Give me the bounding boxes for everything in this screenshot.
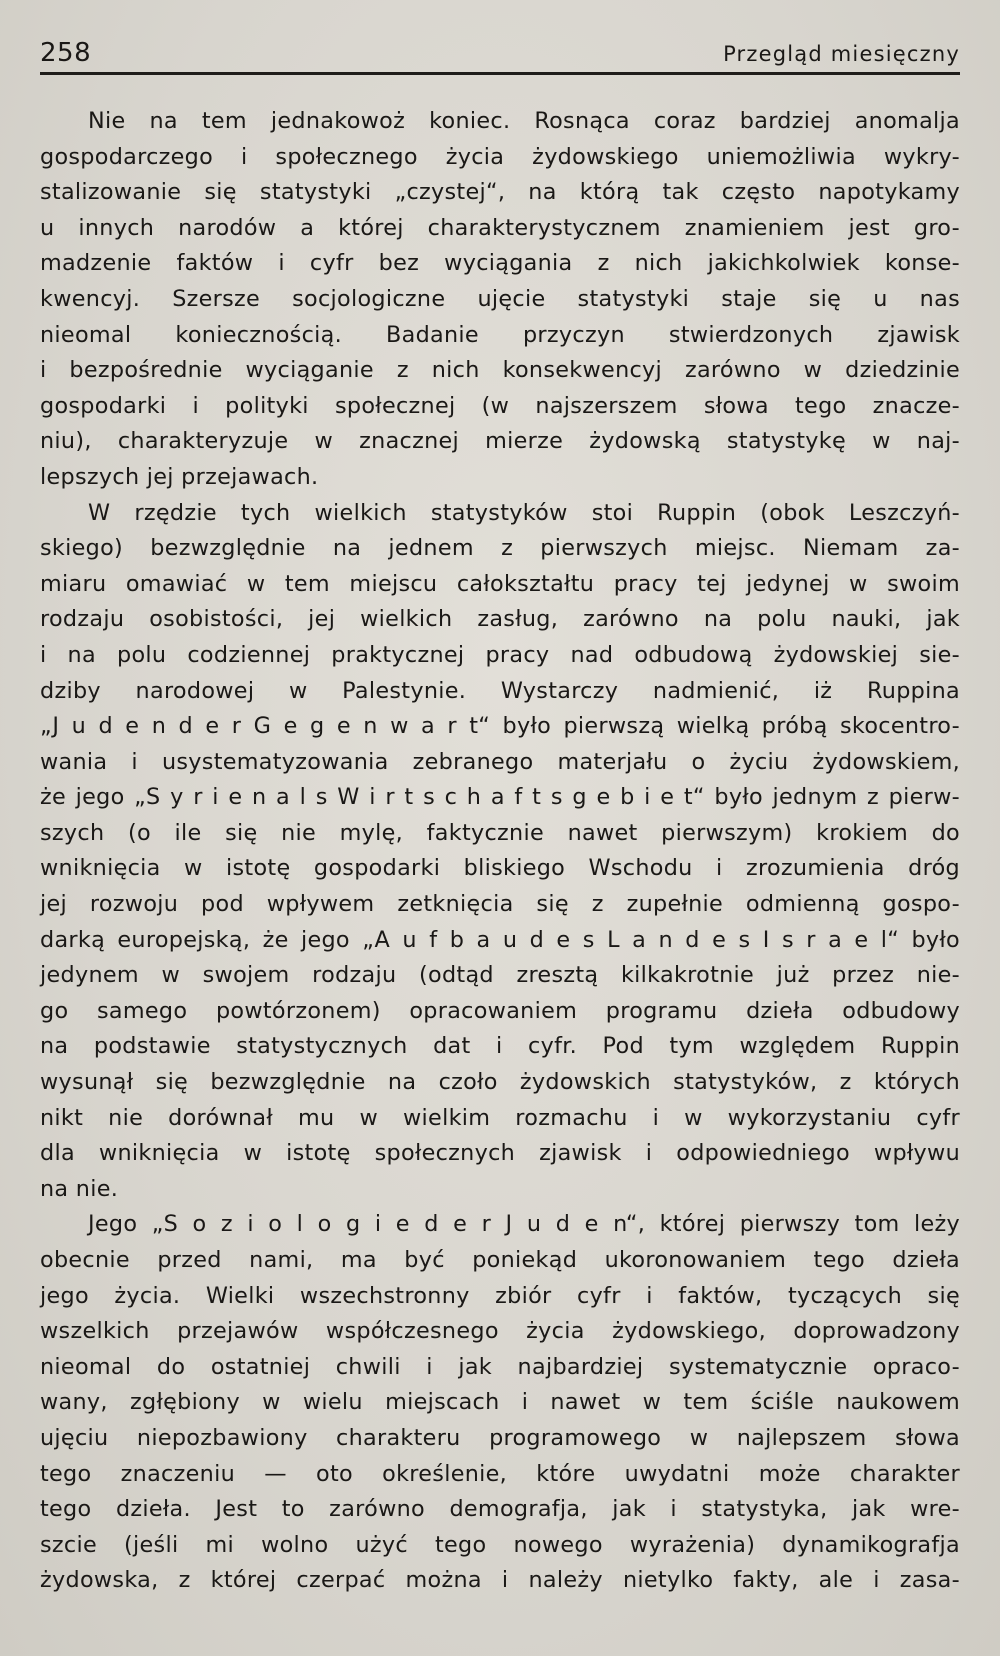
text-line: Nie na tem jednakowoż koniec. Rosnąca coraz bardziej anomalja [88,108,960,134]
text-line: „J u d e n d e r G e g e n w a r t“ było pierwszą wielką próbą skocentro- [40,713,960,740]
text-line: nieomal do ostatniej chwili i jak najbardziej systematycznie opraco- [40,1353,960,1380]
text-line: W rzędzie tych wielkich statystyków stoi Ruppin (obok Leszczyń- [88,499,960,526]
page-number: 258 [40,38,92,68]
text-line: gospodarki i polityki społecznej (w najszerszem słowa tego znacze- [40,392,960,419]
text-line: stalizowanie się statystyki „czystej“, na którą tak często napotykamy [40,179,960,206]
text-line: że jego „S y r i e n a l s W i r t s c h a f t s g e b i e t“ było jednym z pierw- [40,784,960,811]
text-line: tego znaczeniu — oto określenie, które uwydatni może charakter [40,1460,960,1487]
text-line: ujęciu niepozbawiony charakteru programowego w najlepszem słowa [40,1424,960,1451]
journal-title: Przegląd miesięczny [723,42,960,66]
text-line: jego życia. Wielki wszechstronny zbiór cyfr i faktów, tyczących się [40,1282,960,1309]
text-line: jej rozwoju pod wpływem zetknięcia się z zupełnie odmienną gospo- [40,891,960,918]
text-line: wniknięcia w istotę gospodarki bliskiego Wschodu i zrozumienia dróg [40,855,960,882]
text-line: obecnie przed nami, ma być poniekąd ukoronowaniem tego dzieła [40,1247,960,1273]
text-line: wysunął się bezwzględnie na czoło żydowskich statystyków, z których [40,1069,960,1096]
text-line: wany, zgłębiony w wielu miejscach i nawet w tem ściśle naukowem [40,1389,960,1416]
text-line: jedynem w swojem rodzaju (odtąd zresztą kilkakrotnie już przez nie- [40,962,960,989]
text-line: szcie (jeśli mi wolno użyć tego nowego wyrażenia) dynamikografja [40,1531,960,1558]
text-line: nieomal koniecznością. Badanie przyczyn stwierdzonych zjawisk [40,321,960,348]
text-line: niu), charakteryzuje w znacznej mierze żydowską statystykę w naj- [40,428,960,455]
text-line: na nie. [40,1175,119,1202]
text-line: darką europejską, że jego „A u f b a u d e s L a n d e s I s r a e l“ było [40,926,960,953]
text-line: dla wniknięcia w istotę społecznych zjawisk i odpowiedniego wpływu [40,1140,960,1167]
text-line: szych (o ile się nie mylę, faktycznie nawet pierwszym) krokiem do [40,819,960,846]
text-line: kwencyj. Szersze socjologiczne ujęcie statystyki staje się u nas [40,285,960,312]
text-line: madzenie faktów i cyfr bez wyciągania z nich jakichkolwiek konse- [40,250,960,277]
text-line: miaru omawiać w tem miejscu całokształtu pracy tej jedynej w swoim [40,570,960,597]
header-rule [40,72,960,75]
text-line: wania i usystematyzowania zebranego materjału o życiu żydowskiem, [40,748,960,775]
text-line: skiego) bezwzględnie na jednem z pierwszych miejsc. Niemam za- [40,535,960,562]
body-text [40,104,960,1599]
text-line: i na polu codziennej praktycznej pracy nad odbudową żydowskiej sie- [40,641,960,668]
text-line: gospodarczego i społecznego życia żydowskiego uniemożliwia wykry- [40,143,960,170]
text-line: dziby narodowej w Palestynie. Wystarczy nadmienić, iż Ruppina [40,677,960,704]
running-head [40,38,960,74]
text-line: na podstawie statystycznych dat i cyfr. Pod tym względem Ruppin [40,1033,960,1060]
text-line: lepszych jej przejawach. [40,463,319,490]
text-line: i bezpośrednie wyciąganie z nich konsekwencyj zarówno w dziedzinie [40,357,960,384]
text-line: rodzaju osobistości, jej wielkich zasług, zarówno na polu nauki, jak [40,606,960,633]
text-line: Jego „S o z i o l o g i e d e r J u d e n“, której pierwszy tom leży [88,1211,960,1238]
text-line: go samego powtórzonem) opracowaniem programu dzieła odbudowy [40,997,960,1024]
text-line: u innych narodów a której charakterystycznem znamieniem jest gro- [40,214,960,241]
text-line: żydowska, z której czerpać można i należy nietylko fakty, ale i zasa- [40,1567,960,1594]
text-line: wszelkich przejawów współczesnego życia żydowskiego, doprowadzony [40,1318,960,1345]
text-line: tego dzieła. Jest to zarówno demografja, jak i statystyka, jak wre- [40,1496,960,1523]
text-line: nikt nie dorównał mu w wielkim rozmachu i w wykorzystaniu cyfr [40,1104,960,1131]
